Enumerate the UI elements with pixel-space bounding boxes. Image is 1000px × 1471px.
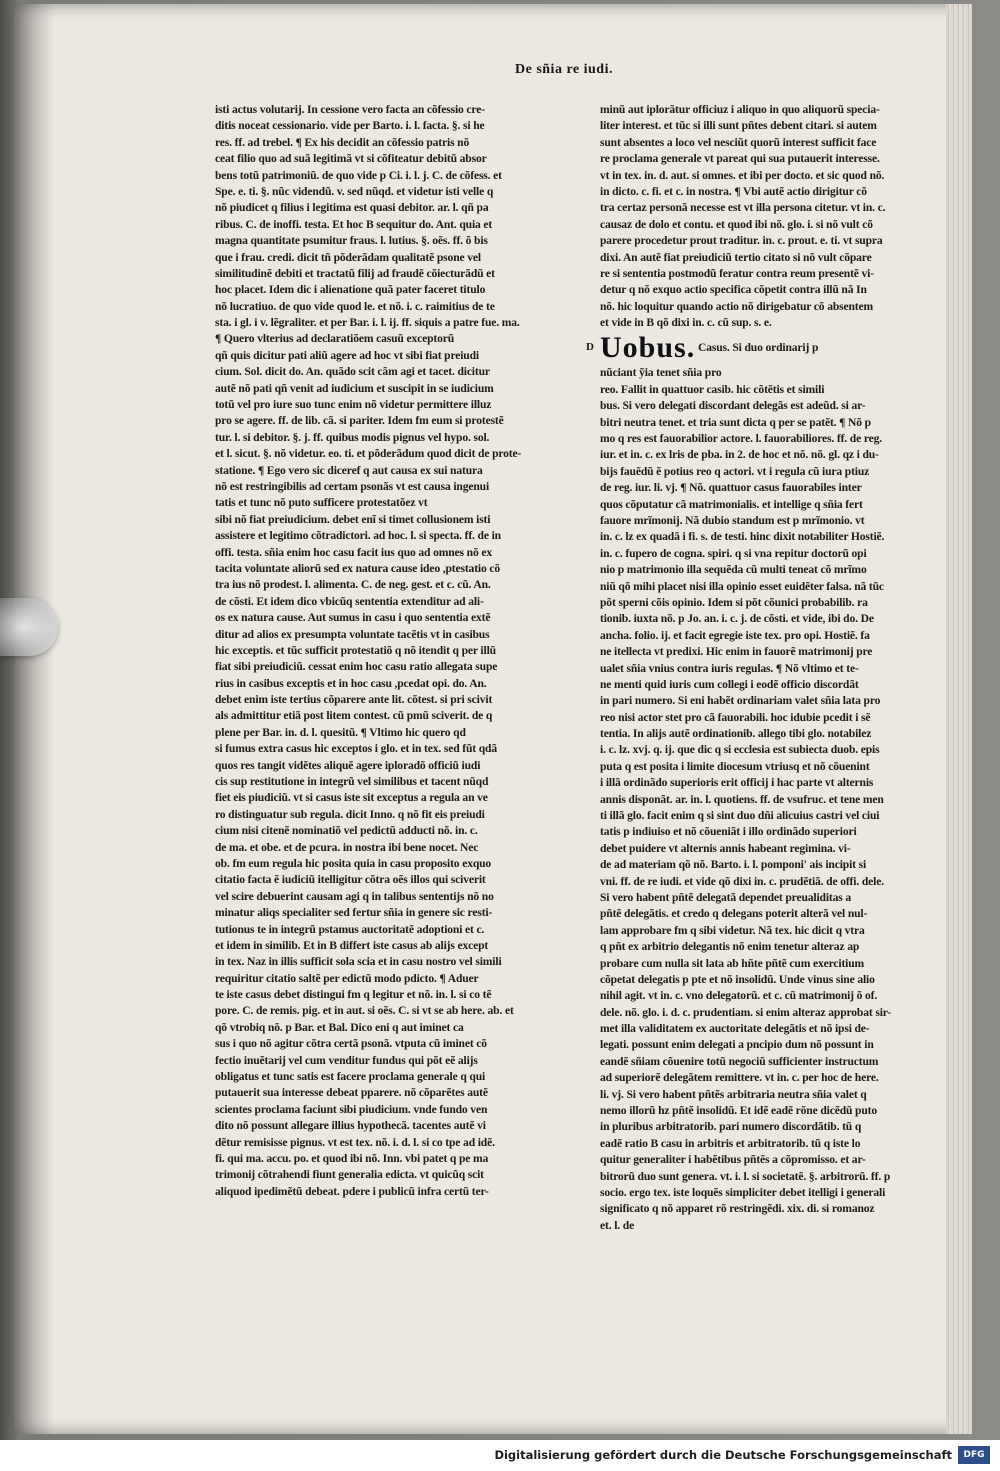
- text-line: autẽ nõ pati qñ venit ad iudicium et suscipit in se iudicium: [215, 381, 494, 395]
- text-line: tra ius nõ prodest. l. alimenta. C. de neg. gest. et c. cũ. An.: [215, 578, 491, 592]
- text-line: magna quantitate psumitur fraus. l. lutius. §. oẽs. ff. õ bis: [215, 234, 488, 248]
- text-line: nõ lucratiuo. de quo vide quod le. et nõ. i. c. raimitius de te: [215, 299, 495, 313]
- right-column-bottom-block: [600, 365, 930, 1234]
- text-line: annis disponãt. ar. in. l. quotiens. ff. de vsufruc. et tene men: [600, 792, 884, 806]
- text-line: met illa validitatem ex auctoritate delegãtis et nõ ipsi de-: [600, 1022, 870, 1036]
- text-line: hic exceptis. et tũc sufficit protestatiõ q nõ itendit q per illũ: [215, 643, 496, 657]
- text-line: os ex natura cause. Aut sumus in casu i quo sententia extẽ: [215, 611, 491, 625]
- text-line: liter interest. et tũc si illi sunt pñtes debent citari. si autem: [600, 119, 877, 133]
- text-line: rius in casibus exceptis et in hoc casu ,pcedat opi. do. An.: [215, 676, 487, 690]
- text-line: plene per Bar. in. d. l. quesitũ. ¶ Vltimo hic quero qd: [215, 725, 466, 739]
- text-line: de cõsti. Et idem dico vbicũq sententia extenditur ad ali-: [215, 594, 484, 608]
- text-line: offi. testa. sñia enim hoc casu facit ius quo ad omnes nõ ex: [215, 545, 492, 559]
- text-line: bus. Si vero delegati discordant delegãs est adeũd. si ar-: [600, 399, 866, 413]
- text-line: tentia. In alijs autẽ ordinationib. allego tibi glo. notabilez: [600, 727, 872, 741]
- text-line: quos cõputatur cã matrimonialis. et intellige q sñia fert: [600, 497, 863, 511]
- page-gutter-shadow: [14, 4, 54, 1434]
- text-line: bens totũ patrimoniũ. de quo vide p Ci. i. l. j. C. de cõfess. et: [215, 168, 502, 182]
- text-line: vt in tex. in. d. aut. si omnes. et ibi per docto. et sic quod nõ.: [600, 168, 885, 182]
- text-line: pro se agere. ff. de lib. cã. si pariter. Idem fm eum si protestẽ: [215, 414, 504, 428]
- text-line: si fumus extra casus hic exceptos i glo. et in tex. sed fũt qdã: [215, 742, 497, 756]
- text-line: nũciant ỹia tenet sñia pro: [600, 366, 722, 380]
- text-line: causaz de dolo et contu. et quod ibi nõ. glo. i. si nõ vult cõ: [600, 217, 873, 231]
- text-line: i illã ordinãdo superioris erit officij i hac parte vt alternis: [600, 776, 874, 790]
- text-line: in tex. Naz in illis sufficit sola scia et in casu nostro vel simili: [215, 955, 502, 969]
- text-line: fauore mrĩmonij. Nã dubio standum est p mrĩmonio. vt: [600, 513, 865, 527]
- text-line: probare cum nulla sit lata ab hñte pñtẽ cum exercitium: [600, 956, 865, 970]
- funding-notice: Digitalisierung gefördert durch die Deutsche Forschungsgemeinschaft: [494, 1448, 952, 1462]
- text-line: obligatus et tunc satis est facere proclama generale q qui: [215, 1070, 486, 1084]
- text-line: eandẽ sñiam cõuenire totũ negociũ sufficienter instructum: [600, 1054, 879, 1068]
- text-line: tutionus te in integrũ pstamus auctoritatẽ adoptioni et c.: [215, 922, 485, 936]
- text-line: similitudinẽ debiti et tractatũ filij ad fraudẽ cõiecturãdũ et: [215, 266, 495, 280]
- text-line: in. c. fupero de cogna. spiri. q si vna repitur doctorũ opi: [600, 546, 867, 560]
- text-line: eadẽ ratio B casu in arbitris et arbitratorib. tũ q iste lo: [600, 1136, 861, 1150]
- text-line: debet puidere vt alternis annis habeant regimina. vi-: [600, 841, 851, 855]
- text-line: fiat sibi preiudiciũ. cessat enim hoc casu ratio allegata supe: [215, 660, 498, 674]
- text-line: ualet sñia vnius contra iuris regulas. ¶ Nõ vltimo et te-: [600, 661, 859, 675]
- footer-bar: [0, 1440, 1000, 1471]
- text-line: fiet eis piudiciũ. vt si casus iste sit exceptus a regula an ve: [215, 791, 488, 805]
- text-line: tatis et tunc nõ puto sufficere protestatõez vt: [215, 496, 428, 510]
- text-line: reo nisi actor stet pro cã fauorabili. hoc idubie pcedit i sẽ: [600, 710, 871, 724]
- text-line: niũ qõ mihi placet nisi illa opinio esset euidẽter falsa. nã tũc: [600, 579, 884, 593]
- text-line: tatis p indiuiso et nõ cõueniãt i illo ordinãdo superiori: [600, 825, 857, 839]
- text-line: dixi. An autẽ fiat preiudiciũ tertio citato si nõ vult cõpare: [600, 250, 872, 264]
- running-head: De sn͂ia re iudi.: [515, 62, 613, 77]
- text-line: sibi nõ fiat preiudicium. debet enĩ si timet collusionem isti: [215, 512, 491, 526]
- text-line: q pñt ex arbitrio delegantis nõ enim tenetur alteraz ap: [600, 940, 860, 954]
- text-line: bitri neutra tenet. et tria sunt dicta q per se patẽt. ¶ Nõ p: [600, 415, 871, 429]
- text-line: detur q nõ exquo actio specifica cõpetit contra illũ nã In: [600, 283, 867, 297]
- text-line: dele. nõ. glo. i. d. c. prudentiam. si enim alteraz approbat sir-: [600, 1005, 892, 1019]
- text-line: Si vero habent pñtẽ delegatã dependet preualiditas a: [600, 890, 852, 904]
- text-line: in. c. lz ex quadã i fi. s. de testi. hinc dixit notabiliter Hostiẽ.: [600, 530, 885, 544]
- text-line: legati. possunt enim delegati a pncipio dum nõ possunt in: [600, 1038, 874, 1052]
- text-line: als admittitur etiã post litem contest. cũ pmũ sciverit. de q: [215, 709, 493, 723]
- text-line: ancha. folio. ij. et facit egregie iste tex. pro opi. Hostiẽ. fa: [600, 628, 870, 642]
- text-line: scientes proclama faciunt sibi piudicium. vnde fundo ven: [215, 1102, 488, 1116]
- dfg-logo: DFG: [958, 1446, 990, 1464]
- text-line: bitrorũ duo sunt genera. vt. i. l. si societatẽ. §. arbitrorũ. ff. p: [600, 1169, 891, 1183]
- text-line: tur. l. si debitor. §. j. ff. quibus modis pignus vel hypo. sol.: [215, 430, 490, 444]
- text-line: requiritur citatio saltẽ per edictũ modo pdicto. ¶ Aduer: [215, 971, 479, 985]
- text-line: res. ff. ad trebel. ¶ Ex his decidit an cõfessio patris nõ: [215, 135, 470, 149]
- text-line: et l. sicut. §. nõ videtur. eo. ti. et põderãdum quod dicit de prote-: [215, 447, 522, 461]
- text-line: ad superiorẽ delegãtem remittere. vt in. c. per hoc de here.: [600, 1071, 879, 1085]
- text-line: et. l. de: [600, 1218, 635, 1232]
- text-line: vni. ff. de re iudi. et vide qõ dixi in. c. prudẽtiã. de offi. dele.: [600, 874, 884, 888]
- text-line: parere procedetur prout traditur. in. c. prout. e. ti. vt supra: [600, 234, 883, 248]
- text-line: minatur aliqs specialiter sed fertur sñia in genere sic resti-: [215, 906, 493, 920]
- decorated-initial-row: [586, 331, 930, 365]
- text-line: pore. C. de remis. pig. et in aut. si oẽs. C. si vt se ab here. ab. et: [215, 1004, 514, 1018]
- text-line: põt sperni cõis opinio. Idem si põt cõunici probabilib. ra: [600, 595, 868, 609]
- decorated-initial: Uobus.: [600, 331, 696, 365]
- text-line: ne menti quid iuris cum collegi i eodẽ officio discordãt: [600, 677, 859, 691]
- initial-line-text: Casus. Si duo ordinarij p: [697, 341, 819, 355]
- text-line: ditur ad alios ex presumpta voluntate tacẽtis vt in casibus: [215, 627, 490, 641]
- text-line: debet enim iste tertius cõparere ante lit. cõtest. si pri scivit: [215, 693, 493, 707]
- text-line: hoc placet. Idem dic i alienatione quã pater faceret titulo: [215, 283, 486, 297]
- text-line: in pari numero. Si eni habẽt ordinariam valet sñia lata pro: [600, 694, 881, 708]
- text-line: cis sup restitutione in integrũ vel similibus et tacent nũqd: [215, 775, 489, 789]
- text-line: cium. Sol. dicit do. An. quãdo scit cãm agi et tacet. dicitur: [215, 365, 490, 379]
- text-line: in pluribus arbitratorib. pari numero discordãtib. tũ q: [600, 1120, 862, 1134]
- text-line: totũ vel pro iure suo tunc enim nõ videtur permittere illuz: [215, 398, 492, 412]
- page-holder-clip: [0, 598, 58, 656]
- text-line: de ad materiam qõ nõ. Barto. i. l. pomponi' ais incipit si: [600, 858, 867, 872]
- text-line: ¶ Quero vlterius ad declaratiõem casuũ exceptorũ: [215, 332, 455, 346]
- text-line: nihil agit. vt in. c. vno delegatorũ. et c. cũ matrimonij õ of.: [600, 989, 878, 1003]
- text-line: et idem in similib. Et in B differt iste casus ab alijs except: [215, 938, 489, 952]
- text-line: fectio inuẽtarij vel cum venditur fundus qui põt eẽ alijs: [215, 1053, 478, 1067]
- text-line: sunt absentes a loco vel nesciũt quorũ interest sufficit face: [600, 135, 877, 149]
- page-edge-stack: [946, 4, 972, 1434]
- text-line: quitur generaliter i habẽtibus pñtẽs a cõpromisso. et ar-: [600, 1153, 866, 1167]
- text-line: li. vj. Si vero habent pñtẽs arbitraria neutra sñia valet q: [600, 1087, 867, 1101]
- text-line: ditis noceat cessionario. vide per Barto. i. l. facta. §. si he: [215, 119, 485, 133]
- text-line: dẽtur remisisse pignus. vt est tex. nõ. i. d. l. si co tpe ad idẽ.: [215, 1135, 495, 1149]
- text-line: reo. Fallit in quattuor casib. hic cõtẽtis et simili: [600, 382, 825, 396]
- text-line: que i frau. credi. dicit tñ põderãdam qualitatẽ psone vel: [215, 250, 481, 264]
- text-line: nio p matrimonio illa sequẽda cũ multi teneat cõ mrĩmo: [600, 563, 867, 577]
- text-line: putauerit sua interesse debeat pparere. nõ cõparẽtes autẽ: [215, 1086, 488, 1100]
- text-line: fi. qui ma. accu. po. et quod ibi nõ. Inn. vbi patet q pe ma: [215, 1152, 489, 1165]
- text-line: ribus. C. de inoffi. testa. Et hoc B sequitur do. Ant. quia et: [215, 217, 493, 231]
- text-line: tra certaz personã necesse est vt illa persona citetur. vt in. c.: [600, 201, 886, 215]
- text-line: de ma. et obe. et de pcura. in nostra ibi bene nocet. Nec: [215, 840, 479, 854]
- text-line: nõ est restringibilis ad certam psonãs vt est causa ingenui: [215, 479, 490, 493]
- text-line: significato q nõ apparet rõ restringẽdi. xix. di. si romanoz: [600, 1202, 875, 1216]
- text-line: nemo illorũ hz pñtẽ insolidũ. Et idẽ eadẽ rõne dicẽdũ puto: [600, 1104, 877, 1118]
- text-line: ob. fm eum regula hic posita quia in casu proposito exquo: [215, 856, 492, 870]
- text-line: statione. ¶ Ego vero sic diceref q aut causa ex sui natura: [215, 463, 483, 477]
- text-line: citatio facta ẽ iudiciũ itelligitur cõtra oẽs illos qui sciverit: [215, 873, 486, 887]
- text-line: trimonij cõtrahendi fiunt generalia edicta. vt quicũq scit: [215, 1168, 484, 1182]
- text-line: dito nõ possunt allegare illius hypothecã. tacentes autẽ vi: [215, 1119, 486, 1133]
- text-line: socio. ergo tex. iste loquẽs simpliciter debet itelligi i generali: [600, 1186, 886, 1199]
- text-line: qõ vtrobiq nõ. p Bar. et Bal. Dico eni q aut iminet ca: [215, 1020, 464, 1034]
- text-line: in dicto. c. fi. et c. in nostra. ¶ Vbi autẽ actio dirigitur cõ: [600, 184, 867, 198]
- text-line: tionib. iuxta nõ. p Jo. an. i. c. j. de cõsti. et vide, ibi do. De: [600, 612, 874, 626]
- text-line: ceat filio quo ad suã legitimã vt si cõfiteatur debitũ absor: [215, 152, 487, 166]
- text-line: et vide in B qõ dixi in. c. cũ sup. s. e.: [600, 316, 772, 330]
- text-line: sus i quo nõ agitur cõtra certã psonã. vtputa cũ iminet cõ: [215, 1037, 487, 1051]
- text-line: qñ quis dicitur pati aliũ agere ad hoc vt sibi fiat preiudi: [215, 348, 479, 362]
- text-line: iur. et in. c. ex lris de pba. in 2. de hoc et nõ. nõ. gl. qz i du-: [600, 448, 879, 462]
- right-text-column: [586, 102, 930, 1234]
- text-line: quos res tangit vidẽtes aliquẽ agere iploradõ officiũ iudi: [215, 758, 481, 772]
- text-line: cõpetat delegatis p pte et nõ insolidũ. Unde vinus sine alio: [600, 972, 875, 986]
- text-line: nõ. hic loquitur quando actio nõ dirigebatur cõ absentem: [600, 299, 874, 313]
- text-line: re si sententia postmodũ feratur contra reum presentẽ vi-: [600, 266, 874, 280]
- marginal-letter: D: [586, 341, 594, 354]
- text-line: ne itellecta vt predixi. Hic enim in fauorẽ matrimonij pre: [600, 645, 873, 659]
- text-line: de reg. iur. li. vj. ¶ Nõ. quattuor casus fauorabiles inter: [600, 481, 862, 495]
- right-column-top-block: [600, 102, 930, 331]
- text-line: bijs fauẽdũ ẽ potius reo q actori. vt i regula cũ iura ptiuz: [600, 464, 870, 478]
- text-line: isti actus volutarij. In cessione vero facta an cõfessio cre-: [215, 103, 485, 116]
- text-line: aliquod ipedimẽtũ debeat. pdere i publicũ infra certũ ter-: [215, 1184, 489, 1198]
- text-line: puta q est posita i limite diocesum vtriusq et nõ cõuenint: [600, 759, 870, 773]
- left-text-column: [215, 102, 545, 1200]
- text-line: lam approbare fm q sibi videtur. Nã tex. hic dicit q vtra: [600, 923, 865, 937]
- text-line: minũ aut iplorãtur officiuz i aliquo in quo aliquorũ specia-: [600, 103, 880, 116]
- text-line: tacita voluntate aliorũ sed ex natura cause ideo ,ptestatio cõ: [215, 561, 501, 575]
- text-line: assistere et legitimo cõtradictori. ad hoc. l. si specta. ff. de in: [215, 529, 501, 543]
- text-line: te iste casus debet distingui fm q legitur et nõ. in. l. si co tẽ: [215, 988, 492, 1002]
- text-line: pñtẽ delegãtis. et credo q delegans poterit alterã vel nul-: [600, 907, 868, 921]
- text-line: i. c. lz. xvj. q. ij. que dic q si ecclesia est subiecta duob. epis: [600, 743, 880, 757]
- text-line: cium nisi citenẽ nominatiõ vel pedictũ adducti nõ. in. c.: [215, 824, 478, 838]
- text-line: mo q res est fauorabilior actore. l. fauorabiliores. ff. de reg.: [600, 432, 883, 446]
- text-line: nõ piudicet q filius i legitima est quasi debitor. ar. l. qñ pa: [215, 201, 489, 215]
- text-line: vel scire debuerint causam agi q in talibus sententijs nõ no: [215, 889, 494, 903]
- text-line: ti illã glo. facit enim q si sint duo dñi alicuius castri vel ciui: [600, 809, 880, 823]
- text-line: sta. i gl. i v. lẽgraliter. et per Bar. i. l. ij. ff. siquis a patre fue. ma.: [215, 316, 520, 330]
- text-line: re proclama generale vt pareat qui sua putauerit interesse.: [600, 152, 880, 166]
- text-line: Spe. e. ti. §. nũc videndũ. v. sed nũqd. et videtur isti velle q: [215, 184, 494, 198]
- text-line: ro distinguatur sub regula. dicit Inno. q nõ fit eis preiudi: [215, 807, 485, 821]
